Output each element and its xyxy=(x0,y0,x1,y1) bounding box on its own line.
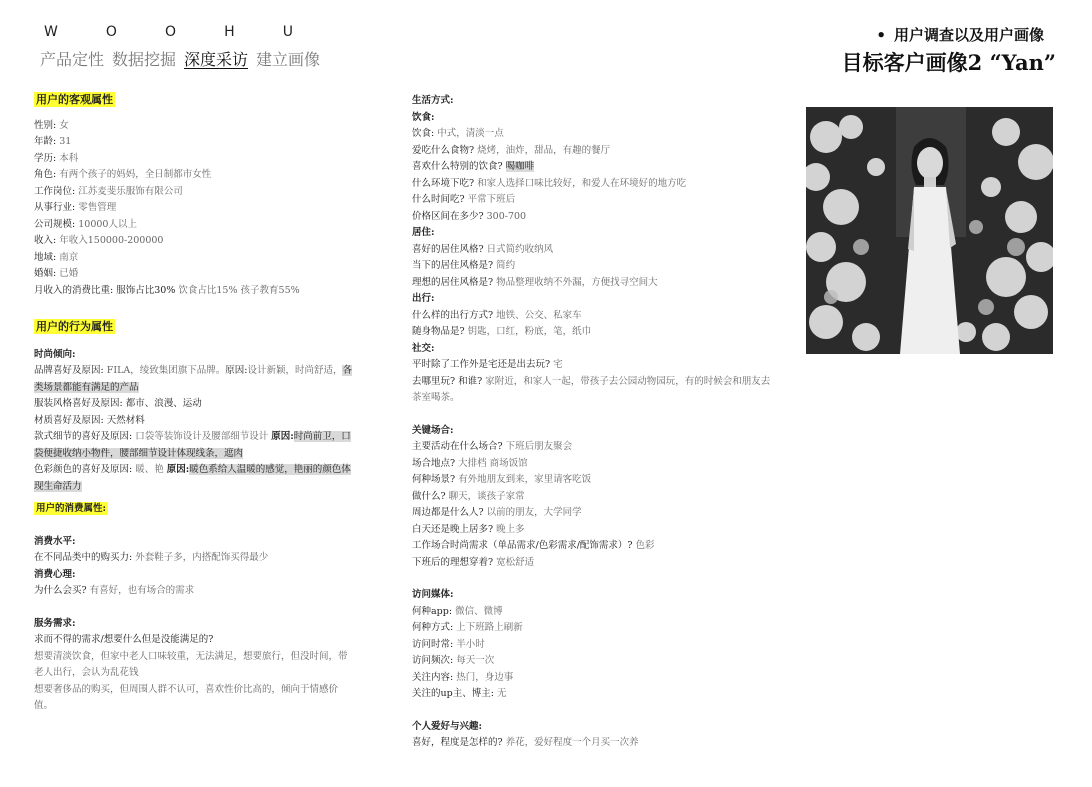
social-row: 去哪里玩? 和谁? 家附近，和家人一起，带孩子去公园动物园玩，有的时候会和朋友去茶室喝茶。 xyxy=(412,375,771,403)
media-row: 关注的up主、博主: 无 xyxy=(412,688,507,699)
style-row: 服装风格喜好及原因: 都市、浪漫、运动 xyxy=(34,398,202,409)
consumption-heading: 用户的消费属性: xyxy=(36,503,107,514)
media-row: 访问时常: 半小时 xyxy=(412,638,485,650)
media-row: 关注内容: 热门，身边事 xyxy=(412,671,514,683)
scene-row: 工作场合时尚需求（单品需求/色彩需求/配饰需求）? 色彩 xyxy=(412,540,655,551)
info-row: 地域: 南京 xyxy=(34,251,79,263)
scene-row: 主要活动在什么场合? 下班后朋友聚会 xyxy=(412,441,573,452)
hobby-row: 喜好，程度是怎样的? 养花，爱好程度一个月买一次养 xyxy=(412,737,639,748)
food-row: 什么时间吃? 平常下班后 xyxy=(412,194,516,205)
persona-photo xyxy=(806,107,1053,354)
scene-row: 场合地点? 大排档 商场饭馆 xyxy=(412,457,528,469)
mind-row: 为什么会买? 有喜好，也有场合的需求 xyxy=(34,585,195,596)
food-row: 喜欢什么特别的饮食? 喝咖啡 xyxy=(412,161,535,172)
info-row: 收入: 年收入150000-200000 xyxy=(34,235,164,246)
travel-label: 出行: xyxy=(412,293,435,304)
scene-row: 下班后的理想穿着? 宽松舒适 xyxy=(412,556,535,568)
page-title: 目标客户画像2 “Yan” xyxy=(841,50,1056,75)
travel-row: 随身物品是? 钥匙，口红，粉底，笔，纸巾 xyxy=(412,326,592,337)
level-label: 消费水平: xyxy=(34,535,76,547)
food-row: 饮食: 中式，清淡一点 xyxy=(412,128,504,139)
food-row: 爱吃什么食物? 烧烤，油炸，甜品，有趣的餐厅 xyxy=(412,144,611,156)
needs-answer: 想要清淡饮食，但家中老人口味较重，无法满足，想要旅行，但没时间，带老人出行，会认为乱花钱 xyxy=(34,650,348,678)
nav-item-persona[interactable]: 建立画像 xyxy=(256,50,321,69)
fashion-label: 时尚倾向: xyxy=(34,348,76,360)
brand-letter: H xyxy=(224,24,236,40)
info-row: 婚姻: 已婚 xyxy=(34,268,79,279)
home-row: 喜好的居住风格? 日式简约收纳风 xyxy=(412,243,554,255)
nav-item-data[interactable]: 数据挖掘 xyxy=(112,50,177,69)
needs-label: 服务需求: xyxy=(34,617,76,629)
info-row: 年龄: 31 xyxy=(34,136,72,147)
detail-row: 款式细节的喜好及原因: 口袋等装饰设计及腰部细节设计 原因:时尚前卫，口袋便捷收纳小物件，腰部细节设计体现线条，遮肉 xyxy=(34,431,351,459)
mind-label: 消费心理: xyxy=(34,568,76,580)
brand-letter: U xyxy=(282,24,294,40)
nav-item-interview[interactable]: 深度采访 xyxy=(184,50,249,69)
material-row: 材质喜好及原因: 天然材料 xyxy=(34,414,145,426)
food-row: 价格区间在多少? 300-700 xyxy=(412,210,527,222)
info-row: 学历: 本科 xyxy=(34,152,79,164)
section-nav xyxy=(40,47,320,70)
travel-row: 什么样的出行方式? 地铁、公交、私家车 xyxy=(412,309,582,321)
life-heading: 生活方式: xyxy=(412,95,454,106)
level-row: 在不同品类中的购买力: 外套鞋子多，内搭配饰买得最少 xyxy=(34,552,269,563)
home-row: 理想的居住风格是? 物品整理收纳不外漏，方便找寻空间大 xyxy=(412,276,658,288)
food-label: 饮食: xyxy=(412,111,435,123)
info-row: 从事行业: 零售管理 xyxy=(34,202,117,213)
media-row: 何种app: 微信、微博 xyxy=(412,605,503,617)
nav-item-product[interactable]: 产品定性 xyxy=(40,50,105,69)
scene-row: 周边都是什么人? 以前的朋友，大学同学 xyxy=(412,507,582,518)
food-row: 什么环境下吃? 和家人选择口味比较好，和爱人在环境好的地方吃 xyxy=(412,177,687,189)
scene-row: 做什么? 聊天，谈孩子家常 xyxy=(412,490,525,502)
middle-column xyxy=(412,93,772,752)
home-label: 居住: xyxy=(412,227,435,238)
brand-letter: O xyxy=(105,24,118,40)
info-row: 工作岗位: 江苏麦斐乐服饰有限公司 xyxy=(34,185,183,197)
spend-row: 月收入的消费比重: 服饰占比30% 饮食占比15% 孩子教育55% xyxy=(34,284,300,296)
section-bullet-title: • 用户调查以及用户画像 xyxy=(876,24,1044,45)
scene-row: 何种场景? 有外地朋友到来，家里请客吃饭 xyxy=(412,474,592,485)
needs-answer: 想要奢侈品的购买，但周围人群不认可，喜欢性价比高的，倾向于情感价值。 xyxy=(34,683,339,711)
scenes-heading: 关键场合: xyxy=(412,424,454,436)
left-column xyxy=(34,92,354,715)
brand-letter: W xyxy=(44,24,59,40)
objective-heading: 用户的客观属性 xyxy=(36,93,113,106)
color-row: 色彩颜色的喜好及原因: 暖、艳 原因:暖色系给人温暖的感觉，艳丽的颜色体现生命活力 xyxy=(34,464,351,492)
info-row: 角色: 有两个孩子的妈妈，全日制都市女性 xyxy=(34,169,212,180)
brand-letter: O xyxy=(165,24,178,40)
brand-row: 品牌喜好及原因: FILA，绫致集团旗下品牌。原因:设计新颖，时尚舒适，各类场景都能有满足的产品 xyxy=(34,365,352,393)
info-row: 公司规模: 10000人以上 xyxy=(34,218,137,230)
media-row: 何种方式: 上下班路上刷新 xyxy=(412,622,523,633)
media-row: 访问频次: 每天一次 xyxy=(412,655,495,666)
home-row: 当下的居住风格是? 简约 xyxy=(412,260,516,271)
social-row: 平时除了工作外是宅还是出去玩? 宅 xyxy=(412,359,563,370)
behavior-heading: 用户的行为属性 xyxy=(36,320,113,333)
needs-question: 求而不得的需求/想要什么但是没能满足的? xyxy=(34,634,214,645)
brand-logo xyxy=(44,24,294,40)
scene-row: 白天还是晚上居多? 晚上多 xyxy=(412,523,525,535)
hobby-heading: 个人爱好与兴趣: xyxy=(412,720,483,732)
info-row: 性别: 女 xyxy=(34,119,69,131)
social-label: 社交: xyxy=(412,342,435,354)
media-heading: 访问媒体: xyxy=(412,589,454,600)
